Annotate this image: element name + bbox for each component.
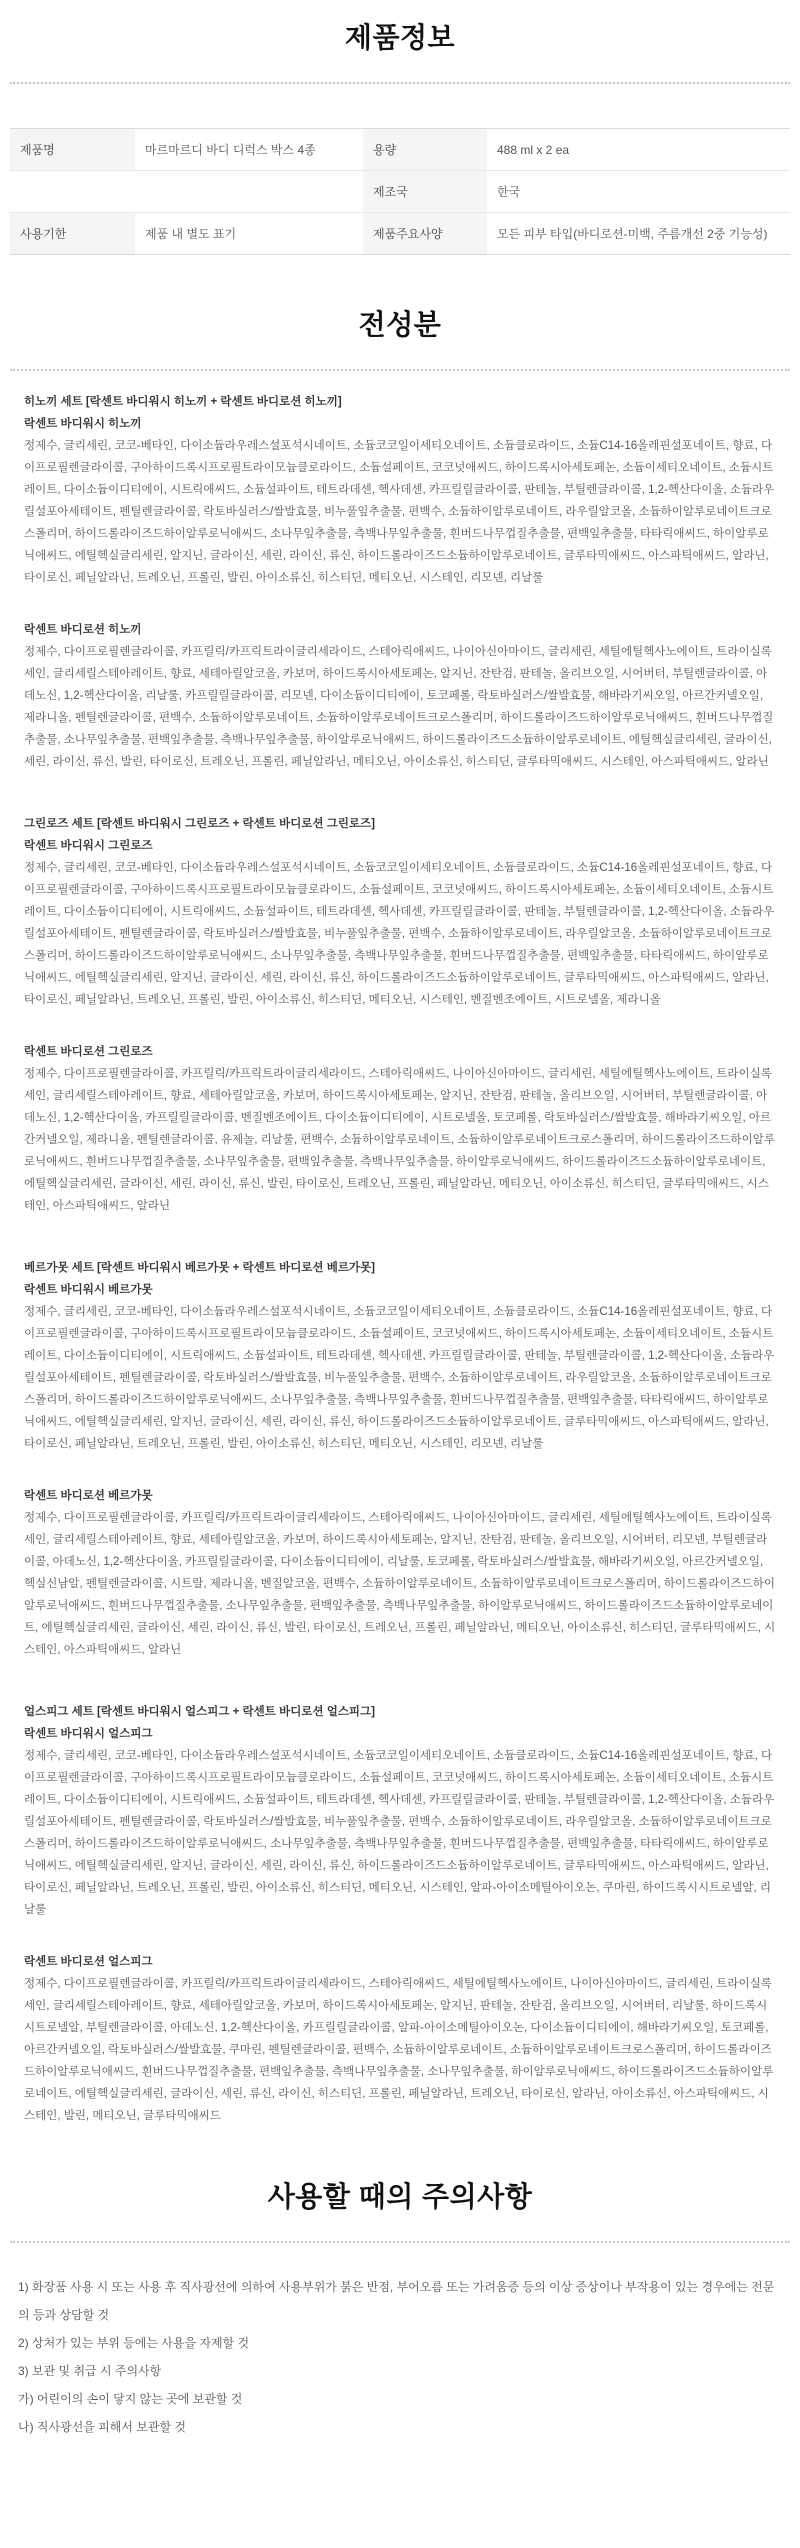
ingredient-product <box>24 1951 776 2127</box>
ingredient-section-hinoki <box>24 391 776 773</box>
table-row <box>10 171 790 213</box>
product-info-title: 제품정보 <box>344 22 456 53</box>
table-row <box>10 213 790 255</box>
ingredient-set-title: 히노끼 세트 [락센트 바디워시 히노끼 + 락센트 바디로션 히노끼] <box>24 396 342 408</box>
ingredient-list: 정제수, 다이프로필렌글라이콜, 카프릴릭/카프릭트라이글리세라이드, 스테아릭애씨드, 나이아신아마이드, 글리세린, 세틸에틸헥사노에이트, 트라이실록세인, 글리세릴스테아레이트, 향료, 세테아릴알코올, 카보머, 하이드록시아세토페논, 알지닌, 잔탄검, 판테놀, 올리브오일, 시어버터, 부틸렌글라이콜, 아데노신, 1,2-헥산다이올, 리날룰, 카프릴릴글라이콜, 리모넨, 다이소듐이디티에이, 토코페롤, 락토바실러스/쌀발효물, 해바라기씨오일, 아르간커넬오일, 제라니올, 펜틸렌글라이콜, 편백수, 소듐하이알루로네이트, 소듐하이알루로네이트크로스폴리머, 하이드롤라이즈드하이알루로닉애씨드, 흰버드나무껍질추출물, 소나무잎추출물, 편백잎추출물, 측백나무잎추출물, 하이알루로닉애씨드, 하이드롤라이즈드소듐하이알루로네이트, 에틸헥실글리세린, 글라이신, 세린, 라이신, 류신, 발린, 타이로신, 트레오닌, 프롤린, 페닐알라닌, 메티오닌, 아이소류신, 히스티딘, 글루타믹애씨드, 시스테인, 아스파틱애씨드, 알라닌 <box>24 646 774 768</box>
ingredient-list: 정제수, 글리세린, 코코-베타인, 다이소듐라우레스설포석시네이트, 소듐코코일이세티오네이트, 소듐클로라이드, 소듐C14-16올레핀설포네이트, 향료, 다이프로필렌글라이콜, 구아하이드록시프로필트라이모늄클로라이드, 소듐설페이트, 코코넛애씨드, 하이드록시아세토페논, 소듐이세티오네이트, 소듐시트레이트, 다이소듐이디티에이, 시트릭애씨드, 소듐설파이트, 테트라데센, 헥사데센, 카프릴릴글라이콜, 판테놀, 부틸렌글라이콜, 1,2-헥산다이올, 소듐라우릴설포아세테이트, 펜틸렌글라이콜, 락토바실러스/쌀발효물, 비누풀잎추출물, 편백수, 소듐하이알루로네이트, 라우릴알코올, 소듐하이알루로네이트크로스폴리머, 하이드롤라이즈드하이알루로닉애씨드, 소나무잎추출물, 측백나무잎추출물, 흰버드나무껍질추출물, 편백잎추출물, 타타릭애씨드, 하이알루로닉애씨드, 에틸헥실글리세린, 알지닌, 글라이신, 세린, 라이신, 류신, 하이드롤라이즈드소듐하이알루로네이트, 글루타믹애씨드, 아스파틱애씨드, 알라닌, 타이로신, 페닐알라닌, 트레오닌, 프롤린, 발린, 아이소류신, 히스티딘, 메티오닌, 시스테인, 리모넨, 리날룰 <box>24 1306 775 1450</box>
ingredient-section-greenrose <box>24 813 776 1217</box>
table-row <box>10 129 790 171</box>
caution-item: 2) 상처가 있는 부위 등에는 사용을 자제할 것 <box>18 2336 250 2350</box>
ingredient-product <box>24 413 776 589</box>
ingredient-section-earthfig <box>24 1701 776 2127</box>
ingredients-title: 전성분 <box>358 309 442 340</box>
spec-label: 사용기한 <box>10 213 135 255</box>
product-spec-table <box>10 128 790 255</box>
ingredient-product-name: 락센트 바디로션 베르가못 <box>24 1490 153 1502</box>
ingredient-product-name: 락센트 바디워시 베르가못 <box>24 1284 153 1296</box>
ingredient-section-bergamot <box>24 1257 776 1661</box>
ingredient-product-name: 락센트 바디로션 그린로즈 <box>24 1046 153 1058</box>
caution-title: 사용할 때의 주의사항 <box>267 2181 533 2212</box>
caution-list <box>18 2273 782 2441</box>
ingredient-set-title: 그린로즈 세트 [락센트 바디워시 그린로즈 + 락센트 바디로션 그린로즈] <box>24 818 375 830</box>
spec-label: 제품명 <box>10 129 135 171</box>
ingredient-product <box>24 1485 776 1661</box>
ingredient-product <box>24 835 776 1011</box>
ingredient-product <box>24 1723 776 1921</box>
ingredient-list: 정제수, 다이프로필렌글라이콜, 카프릴릭/카프릭트라이글리세라이드, 스테아릭애씨드, 나이아신아마이드, 글리세린, 세틸에틸헥사노에이트, 트라이실록세인, 글리세릴스테아레이트, 향료, 세테아릴알코올, 카보머, 하이드록시아세토페논, 알지닌, 잔탄검, 판테놀, 올리브오일, 시어버터, 리모넨, 부틸렌글라이콜, 아데노신, 1,2-헥산다이올, 카프릴릴글라이콜, 다이소듐이디티에이, 리날룰, 토코페롤, 락토바실러스/쌀발효물, 해바라기씨오일, 아르간커넬오일, 헥실신남알, 펜틸렌글라이콜, 시트랄, 제라니올, 벤질알코올, 편백수, 소듐하이알루로네이트, 소듐하이알루로네이트크로스폴리머, 하이드롤라이즈드하이알루로닉애씨드, 흰버드나무껍질추출물, 소나무잎추출물, 편백잎추출물, 측백나무잎추출물, 하이알루로닉애씨드, 하이드롤라이즈드소듐하이알루로네이트, 에틸헥실글리세린, 글라이신, 세린, 라이신, 류신, 발린, 타이로신, 트레오닌, 프롤린, 페닐알라닌, 메티오닌, 아이소류신, 히스티딘, 글루타믹애씨드, 시스테인, 아스파틱애씨드, 알라닌 <box>24 1512 776 1656</box>
spec-value: 488 ml x 2 ea <box>497 142 570 157</box>
spec-value <box>135 171 363 213</box>
caution-item: 나) 직사광선을 피해서 보관할 것 <box>18 2420 187 2434</box>
caution-item: 3) 보관 및 취급 시 주의사항 <box>18 2364 162 2378</box>
spec-label: 용량 <box>363 129 487 171</box>
dotted-divider <box>10 82 790 84</box>
spec-label: 제품주요사양 <box>363 213 487 255</box>
ingredient-set-title: 베르가못 세트 [락센트 바디워시 베르가못 + 락센트 바디로션 베르가못] <box>24 1262 375 1274</box>
ingredients-content <box>24 391 776 2127</box>
ingredient-product <box>24 1279 776 1455</box>
ingredient-set-title: 얼스피그 세트 [락센트 바디워시 얼스피그 + 락센트 바디로션 얼스피그] <box>24 1706 375 1718</box>
ingredient-list: 정제수, 글리세린, 코코-베타인, 다이소듐라우레스설포석시네이트, 소듐코코일이세티오네이트, 소듐클로라이드, 소듐C14-16올레핀설포네이트, 향료, 다이프로필렌글라이콜, 구아하이드록시프로필트라이모늄클로라이드, 소듐설페이트, 코코넛애씨드, 하이드록시아세토페논, 소듐이세티오네이트, 소듐시트레이트, 다이소듐이디티에이, 시트릭애씨드, 소듐설파이트, 테트라데센, 헥사데센, 카프릴릴글라이콜, 판테놀, 부틸렌글라이콜, 1,2-헥산다이올, 소듐라우릴설포아세테이트, 펜틸렌글라이콜, 락토바실러스/쌀발효물, 비누풀잎추출물, 편백수, 소듐하이알루로네이트, 라우릴알코올, 소듐하이알루로네이트크로스폴리머, 하이드롤라이즈드하이알루로닉애씨드, 소나무잎추출물, 측백나무잎추출물, 흰버드나무껍질추출물, 편백잎추출물, 타타릭애씨드, 하이알루로닉애씨드, 에틸헥실글리세린, 알지닌, 글라이신, 세린, 라이신, 류신, 하이드롤라이즈드소듐하이알루로네이트, 글루타믹애씨드, 아스파틱애씨드, 알라닌, 타이로신, 페닐알라닌, 트레오닌, 프롤린, 발린, 아이소류신, 히스티딘, 메티오닌, 시스테인, 알파-아이소메틸아이오논, 쿠마린, 하이드록시시트로넬알, 리날룰 <box>24 1750 775 1916</box>
ingredient-product <box>24 1041 776 1217</box>
caution-item: 가) 어린이의 손이 닿지 않는 곳에 보관할 것 <box>18 2392 243 2406</box>
spec-label <box>10 171 135 213</box>
dotted-divider <box>10 369 790 371</box>
spec-value: 마르마르디 바디 디럭스 박스 4종 <box>145 143 316 157</box>
ingredient-product-name: 락센트 바디로션 히노끼 <box>24 624 142 636</box>
caution-item: 1) 화장품 사용 시 또는 사용 후 직사광선에 의하여 사용부위가 붉은 반점, 부어오름 또는 가려움증 등의 이상 증상이나 부작용이 있는 경우에는 전문의 등과 상담할 것 <box>18 2280 775 2322</box>
spec-value: 모든 피부 타입(바디로션-미백, 주름개선 2중 기능성) <box>487 213 790 255</box>
spec-value: 제품 내 별도 표기 <box>135 213 363 255</box>
ingredient-list: 정제수, 다이프로필렌글라이콜, 카프릴릭/카프릭트라이글리세라이드, 스테아릭애씨드, 세틸에틸헥사노에이트, 나이아신아마이드, 글리세린, 트라이실록세인, 글리세릴스테아레이트, 향료, 세테아릴알코올, 카보머, 하이드록시아세토페논, 알지닌, 판테놀, 잔탄검, 올리브오일, 시어버터, 리날룰, 하이드록시시트로넬알, 부틸렌글라이콜, 아데노신, 1,2-헥산다이올, 카프릴릴글라이콜, 알파-아이소메틸아이오논, 다이소듐이디티에이, 해바라기씨오일, 토코페롤, 아르간커넬오일, 락토바실러스/쌀발효물, 쿠마린, 펜틸렌글라이콜, 편백수, 소듐하이알루로네이트, 소듐하이알루로네이트크로스폴리머, 하이드롤라이즈드하이알루로닉애씨드, 흰버드나무껍질추출물, 편백잎추출물, 측백나무잎추출물, 소나무잎추출물, 하이알루로닉애씨드, 하이드롤라이즈드소듐하이알루로네이트, 에틸헥실글리세린, 글라이신, 세린, 류신, 라이신, 히스티딘, 프롤린, 페닐알라닌, 트레오닌, 타이로신, 알라닌, 아이소류신, 아스파틱애씨드, 시스테인, 발린, 메티오닌, 글루타믹애씨드 <box>24 1978 774 2122</box>
ingredient-list: 정제수, 다이프로필렌글라이콜, 카프릴릭/카프릭트라이글리세라이드, 스테아릭애씨드, 나이아신아마이드, 글리세린, 세틸에틸헥사노에이트, 트라이실록세인, 글리세릴스테아레이트, 향료, 세테아릴알코올, 카보머, 하이드록시아세토페논, 알지닌, 잔탄검, 판테놀, 올리브오일, 시어버터, 부틸렌글라이콜, 아데노신, 1,2-헥산다이올, 카프릴릴글라이콜, 벤질벤조에이트, 다이소듐이디티에이, 시트로넬올, 토코페롤, 락토바실러스/쌀발효물, 해바라기씨오일, 아르간커넬오일, 제라니올, 펜틸렌글라이콜, 유제놀, 리날룰, 편백수, 소듐하이알루로네이트, 소듐하이알루로네이트크로스폴리머, 하이드롤라이즈드하이알루로닉애씨드, 흰버드나무껍질추출물, 소나무잎추출물, 편백잎추출물, 측백나무잎추출물, 하이알루로닉애씨드, 하이드롤라이즈드소듐하이알루로네이트, 에틸헥실글리세린, 글라이신, 세린, 라이신, 류신, 발린, 타이로신, 트레오닌, 프롤린, 페닐알라닌, 메티오닌, 아이소류신, 히스티딘, 글루타믹애씨드, 시스테인, 아스파틱애씨드, 알라닌 <box>24 1068 775 1212</box>
ingredient-product-name: 락센트 바디워시 히노끼 <box>24 418 142 430</box>
ingredient-list: 정제수, 글리세린, 코코-베타인, 다이소듐라우레스설포석시네이트, 소듐코코일이세티오네이트, 소듐클로라이드, 소듐C14-16올레핀설포네이트, 향료, 다이프로필렌글라이콜, 구아하이드록시프로필트라이모늄클로라이드, 소듐설페이트, 코코넛애씨드, 하이드록시아세토페논, 소듐이세티오네이트, 소듐시트레이트, 다이소듐이디티에이, 시트릭애씨드, 소듐설파이트, 테트라데센, 헥사데센, 카프릴릴글라이콜, 판테놀, 부틸렌글라이콜, 1,2-헥산다이올, 소듐라우릴설포아세테이트, 펜틸렌글라이콜, 락토바실러스/쌀발효물, 비누풀잎추출물, 편백수, 소듐하이알루로네이트, 라우릴알코올, 소듐하이알루로네이트크로스폴리머, 하이드롤라이즈드하이알루로닉애씨드, 소나무잎추출물, 측백나무잎추출물, 흰버드나무껍질추출물, 편백잎추출물, 타타릭애씨드, 하이알루로닉애씨드, 에틸헥실글리세린, 알지닌, 글라이신, 세린, 라이신, 류신, 하이드롤라이즈드소듐하이알루로네이트, 글루타믹애씨드, 아스파틱애씨드, 알라닌, 타이로신, 페닐알라닌, 트레오닌, 프롤린, 발린, 아이소류신, 히스티딘, 메티오닌, 시스테인, 리모넨, 리날룰 <box>24 440 775 584</box>
ingredient-product-name: 락센트 바디워시 얼스피그 <box>24 1728 153 1740</box>
spec-value: 한국 <box>487 171 790 213</box>
ingredient-product <box>24 619 776 773</box>
ingredient-product-name: 락센트 바디로션 얼스피그 <box>24 1956 153 1968</box>
ingredient-product-name: 락센트 바디워시 그린로즈 <box>24 840 153 852</box>
ingredient-list: 정제수, 글리세린, 코코-베타인, 다이소듐라우레스설포석시네이트, 소듐코코일이세티오네이트, 소듐클로라이드, 소듐C14-16올레핀설포네이트, 향료, 다이프로필렌글라이콜, 구아하이드록시프로필트라이모늄클로라이드, 소듐설페이트, 코코넛애씨드, 하이드록시아세토페논, 소듐이세티오네이트, 소듐시트레이트, 다이소듐이디티에이, 시트릭애씨드, 소듐설파이트, 테트라데센, 헥사데센, 카프릴릴글라이콜, 판테놀, 부틸렌글라이콜, 1,2-헥산다이올, 소듐라우릴설포아세테이트, 펜틸렌글라이콜, 락토바실러스/쌀발효물, 비누풀잎추출물, 편백수, 소듐하이알루로네이트, 라우릴알코올, 소듐하이알루로네이트크로스폴리머, 하이드롤라이즈드하이알루로닉애씨드, 소나무잎추출물, 측백나무잎추출물, 흰버드나무껍질추출물, 편백잎추출물, 타타릭애씨드, 하이알루로닉애씨드, 에틸헥실글리세린, 알지닌, 글라이신, 세린, 라이신, 류신, 하이드롤라이즈드소듐하이알루로네이트, 글루타믹애씨드, 아스파틱애씨드, 알라닌, 타이로신, 페닐알라닌, 트레오닌, 프롤린, 발린, 아이소류신, 히스티딘, 메티오닌, 시스테인, 벤질벤조에이트, 시트로넬올, 제라니올 <box>24 862 775 1006</box>
spec-label: 제조국 <box>363 171 487 213</box>
dotted-divider <box>10 2241 790 2243</box>
